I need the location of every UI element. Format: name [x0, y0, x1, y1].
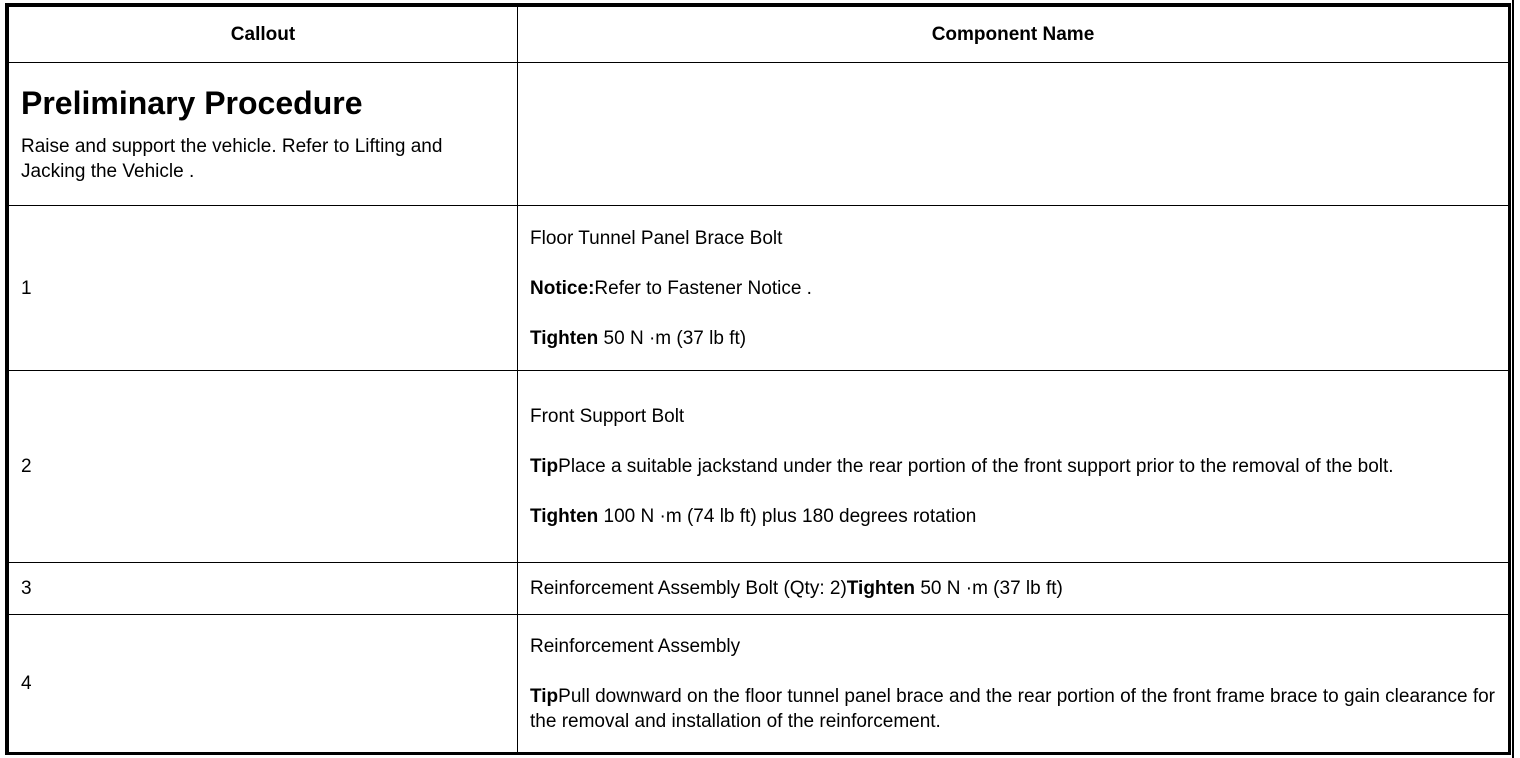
tip-text: Pull downward on the floor tunnel panel brace and the rear portion of the front frame brace to gain clearance for the removal and installation of the reinforcement.	[530, 685, 1496, 732]
component-name-header: Component Name	[518, 7, 1509, 63]
tip-label: Tip	[530, 456, 559, 477]
procedure-table	[8, 6, 1509, 753]
component-line	[530, 576, 1498, 601]
tighten-spec: 50 N ·m (37 lb ft)	[915, 578, 1063, 599]
component-cell	[518, 563, 1509, 615]
preliminary-title: Preliminary Procedure	[21, 85, 363, 121]
table-row	[9, 371, 1509, 563]
procedure-table-frame	[5, 3, 1511, 755]
callout-cell: 3	[9, 563, 518, 615]
component-name: Reinforcement Assembly	[530, 635, 741, 657]
table-row	[9, 563, 1509, 615]
preliminary-empty-cell	[518, 63, 1509, 206]
callout-cell: 2	[9, 371, 518, 563]
callout-cell: 1	[9, 206, 518, 371]
callout-header: Callout	[9, 7, 518, 63]
component-name: Floor Tunnel Panel Brace Bolt	[530, 227, 783, 249]
tighten-label: Tighten	[530, 327, 599, 349]
component-cell	[518, 206, 1509, 371]
notice-line	[530, 276, 1498, 301]
tighten-label: Tighten	[530, 506, 599, 527]
tighten-spec: 100 N ·m (74 lb ft) plus 180 degrees rotation	[598, 506, 977, 527]
tip-line	[530, 454, 1498, 479]
notice-label: Notice:	[530, 277, 595, 299]
component-cell	[518, 371, 1509, 563]
right-border-rule	[1512, 0, 1514, 758]
component-name: Reinforcement Assembly Bolt (Qty: 2)	[530, 578, 847, 599]
table-row	[9, 206, 1509, 371]
tighten-spec: 50 N ·m (37 lb ft)	[598, 327, 747, 349]
preliminary-row	[9, 63, 1509, 206]
tip-label: Tip	[530, 685, 559, 707]
preliminary-cell	[9, 63, 518, 206]
table-row	[9, 615, 1509, 753]
callout-cell: 4	[9, 615, 518, 753]
tighten-line	[530, 326, 1498, 351]
tip-text: Place a suitable jackstand under the rear portion of the front support prior to the removal of the bolt.	[558, 456, 1394, 477]
tighten-line	[530, 504, 1498, 529]
tighten-label: Tighten	[846, 578, 916, 599]
tip-line	[530, 684, 1498, 734]
header-row	[9, 7, 1509, 63]
component-name: Front Support Bolt	[530, 406, 685, 427]
component-cell	[518, 615, 1509, 753]
preliminary-text: Raise and support the vehicle. Refer to Lifting and Jacking the Vehicle .	[21, 136, 443, 182]
notice-text: Refer to Fastener Notice .	[594, 277, 812, 299]
